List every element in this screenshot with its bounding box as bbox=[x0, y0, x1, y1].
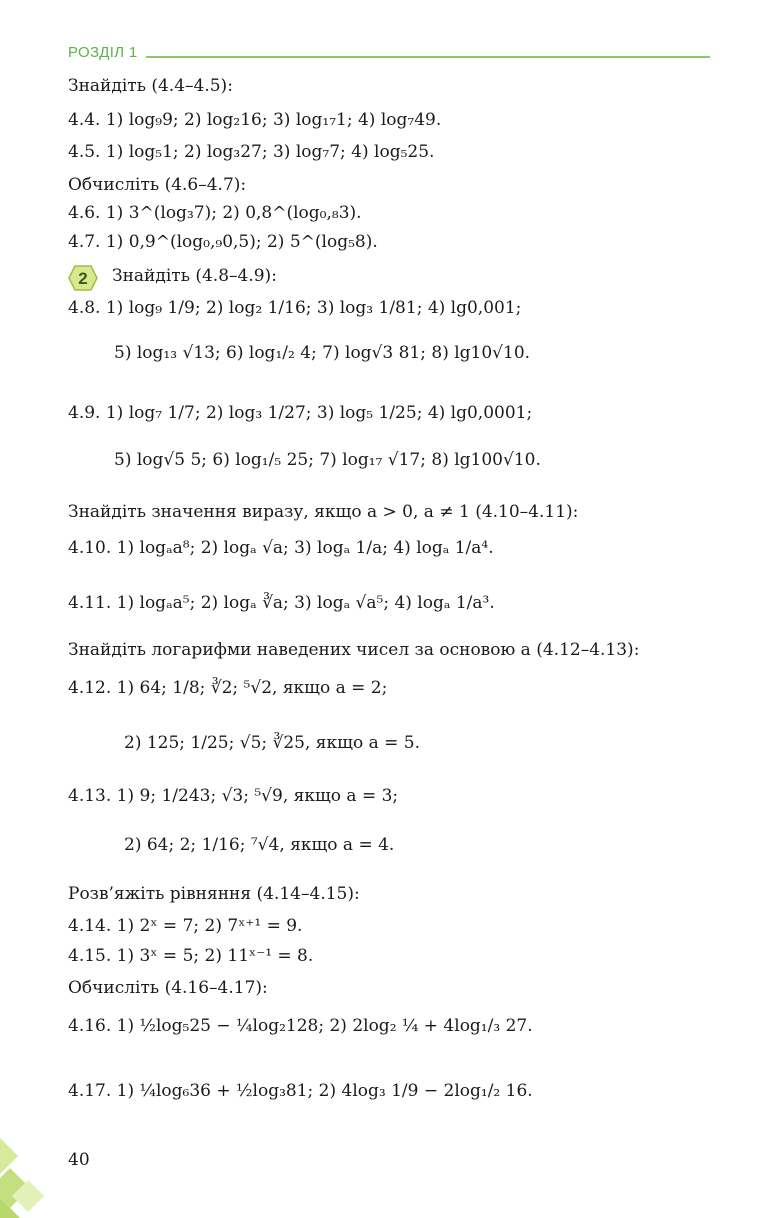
exercise-4-17: 4.17. 1) ¼log₆36 + ½log₃81; 2) 4log₃ 1/9 − 2log₁/₂ 16. bbox=[68, 1081, 533, 1101]
instruction-4-14: Розв’яжіть рівняння (4.14–4.15): bbox=[68, 884, 360, 904]
exercise-4-16: 4.16. 1) ½log₅25 − ¼log₂128; 2) 2log₂ ¼ + 4log₁/₃ 27. bbox=[68, 1016, 533, 1036]
level-2-badge-icon bbox=[68, 265, 98, 291]
section-header: РОЗДІЛ 1 bbox=[68, 44, 138, 61]
exercise-4-5-text: 4.5. 1) log₅1; 2) log₃27; 3) log₇7; 4) log₅25. bbox=[68, 142, 435, 162]
exercise-4-8-row2: 5) log₁₃ √13; 6) log₁/₂ 4; 7) log√3 81; 8) lg10√10. bbox=[114, 343, 531, 363]
exercise-4-8-row1: 4.8. 1) log₉ 1/9; 2) log₂ 1/16; 3) log₃ 1/81; 4) lg0,001; bbox=[68, 298, 522, 318]
exercise-4-9-row1: 4.9. 1) log₇ 1/7; 2) log₃ 1/27; 3) log₅ 1/25; 4) lg0,0001; bbox=[68, 403, 533, 423]
exercise-4-11: 4.11. 1) logₐa⁵; 2) logₐ ∛a; 3) logₐ √a⁵; 4) logₐ 1/a³. bbox=[68, 593, 495, 613]
instruction-4-8: Знайдіть (4.8–4.9): bbox=[112, 266, 277, 286]
exercise-4-15: 4.15. 1) 3ˣ = 5; 2) 11ˣ⁻¹ = 8. bbox=[68, 946, 314, 966]
exercise-4-9-row2: 5) log√5 5; 6) log₁/₅ 25; 7) log₁₇ √17; 8) lg100√10. bbox=[114, 450, 541, 470]
exercise-4-12-row1: 4.12. 1) 64; 1/8; ∛2; ⁵√2, якщо a = 2; bbox=[68, 678, 388, 698]
page-number: 40 bbox=[68, 1150, 90, 1170]
instruction-4-4: Знайдіть (4.4–4.5): bbox=[68, 76, 233, 96]
instruction-4-6: Обчисліть (4.6–4.7): bbox=[68, 175, 247, 195]
exercise-4-12-row2: 2) 125; 1/25; √5; ∛25, якщо a = 5. bbox=[124, 733, 420, 753]
exercise-4-4-text: 4.4. 1) log₉9; 2) log₂16; 3) log₁₇1; 4) log₇49. bbox=[68, 110, 442, 130]
header-rule bbox=[146, 56, 710, 58]
exercise-4-7: 4.7. 1) 0,9^(log₀,₉0,5); 2) 5^(log₅8). bbox=[68, 232, 378, 252]
corner-decoration-icon bbox=[0, 1118, 60, 1218]
instruction-4-12: Знайдіть логарифми наведених чисел за основою a (4.12–4.13): bbox=[68, 640, 640, 660]
exercise-4-10: 4.10. 1) logₐa⁸; 2) logₐ √a; 3) logₐ 1/a; 4) logₐ 1/a⁴. bbox=[68, 538, 494, 558]
exercise-4-13-row2: 2) 64; 2; 1/16; ⁷√4, якщо a = 4. bbox=[124, 835, 395, 855]
exercise-4-14: 4.14. 1) 2ˣ = 7; 2) 7ˣ⁺¹ = 9. bbox=[68, 916, 303, 936]
instruction-4-10: Знайдіть значення виразу, якщо a > 0, a ≠ 1 (4.10–4.11): bbox=[68, 502, 579, 522]
exercise-4-4 bbox=[68, 112, 441, 129]
exercise-4-13-row1: 4.13. 1) 9; 1/243; √3; ⁵√9, якщо a = 3; bbox=[68, 786, 399, 806]
instruction-4-16: Обчисліть (4.16–4.17): bbox=[68, 978, 268, 998]
exercise-4-6: 4.6. 1) 3^(log₃7); 2) 0,8^(log₀,₈3). bbox=[68, 203, 362, 223]
svg-text:2: 2 bbox=[78, 269, 88, 288]
exercise-4-5 bbox=[68, 144, 434, 161]
